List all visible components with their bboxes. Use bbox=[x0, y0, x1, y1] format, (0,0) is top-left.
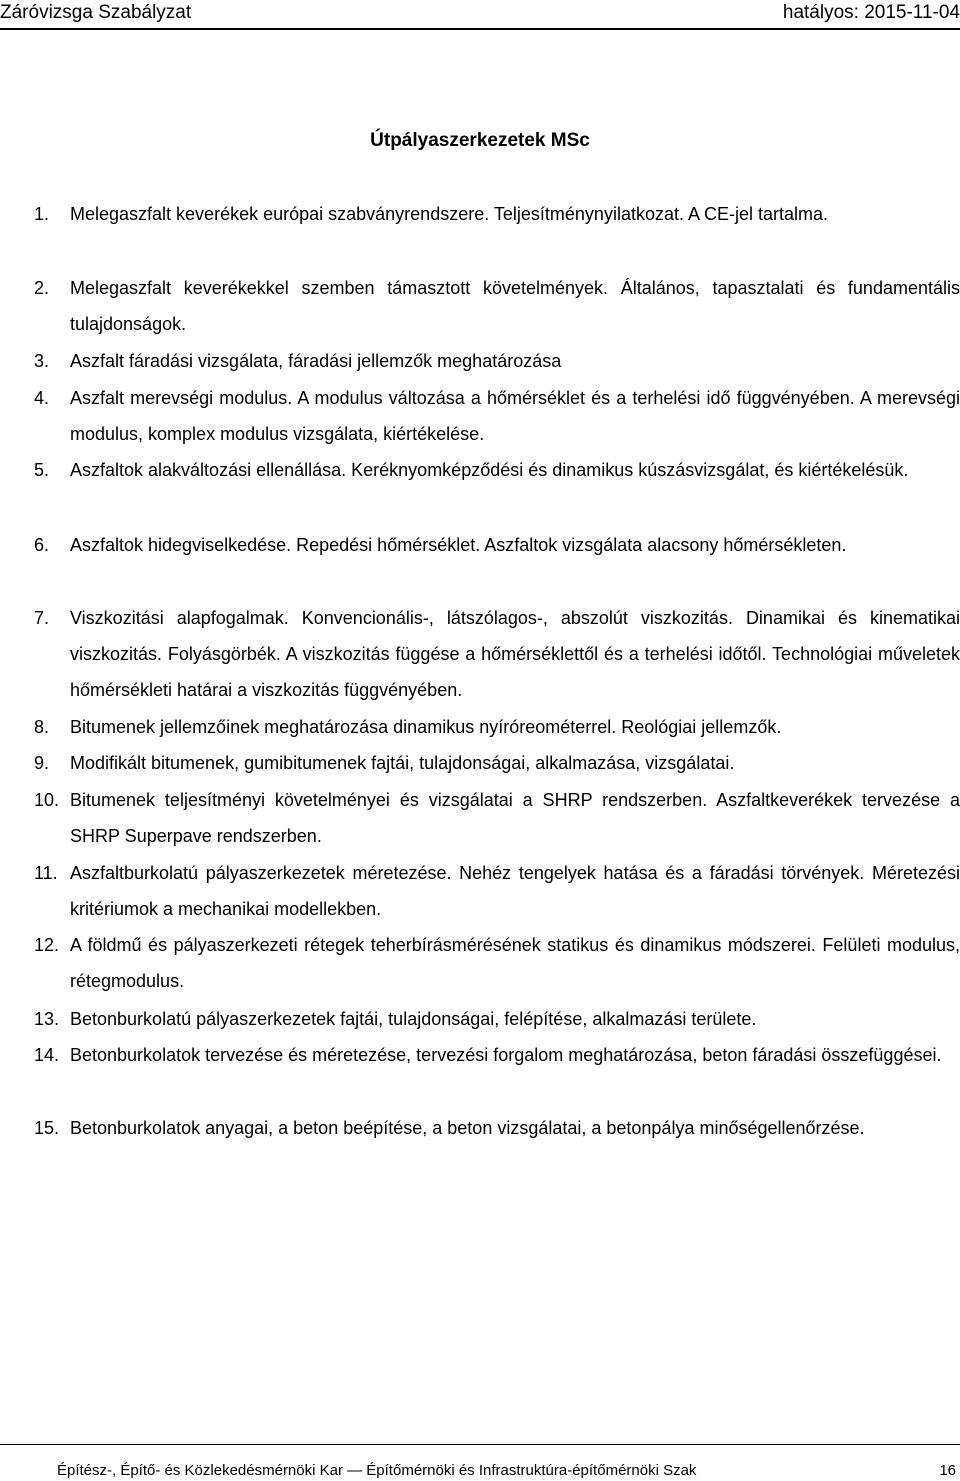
item-text: Betonburkolatú pályaszerkezetek fajtái, tulajdonságai, felépítése, alkalmazási területe. bbox=[70, 1009, 757, 1029]
item-number: 1. bbox=[34, 204, 50, 224]
faculty-program-text: Építész-, Építő- és Közlekedésmérnöki Kar — Építőmérnöki és Infrastruktúra-építőmérnöki Szak bbox=[57, 1462, 697, 1479]
list-item bbox=[34, 1001, 960, 1037]
item-number: 12. bbox=[34, 935, 60, 955]
list-item bbox=[34, 380, 960, 452]
list-item bbox=[34, 270, 960, 342]
list-item bbox=[34, 527, 960, 563]
item-number: 9. bbox=[34, 753, 50, 773]
list-item bbox=[34, 782, 960, 854]
item-text: Viszkozitási alapfogalmak. Konvencionális-, látszólagos-, abszolút viszkozitás. Dinamikai és kinematikai viszkozitás. Folyásgörbék. A viszkozitás függése a hőmérséklettől és a terhelési időtől. Technológiai műveletek hőmérsékleti határai a viszkozitás függvényében. bbox=[70, 608, 960, 700]
item-text: Bitumenek jellemzőinek meghatározása dinamikus nyíróreométerrel. Reológiai jellemzők. bbox=[70, 717, 782, 737]
item-text: A földmű és pályaszerkezeti rétegek teherbírásmérésének statikus és dinamikus módszerei. Felületi modulus, rétegmodulus. bbox=[70, 935, 960, 991]
list-item bbox=[34, 855, 960, 927]
item-text: Modifikált bitumenek, gumibitumenek fajtái, tulajdonságai, alkalmazása, vizsgálatai. bbox=[70, 753, 735, 773]
item-text: Aszfaltok hidegviselkedése. Repedési hőmérséklet. Aszfaltok vizsgálata alacsony hőmérsékleten. bbox=[70, 535, 847, 555]
item-number: 13. bbox=[34, 1009, 60, 1029]
page-footer bbox=[0, 1444, 960, 1481]
item-text: Betonburkolatok tervezése és méretezése, tervezési forgalom meghatározása, beton fáradási összefüggései. bbox=[70, 1045, 942, 1065]
item-number: 11. bbox=[34, 863, 58, 883]
list-item bbox=[34, 196, 960, 232]
item-number: 8. bbox=[34, 717, 50, 737]
item-text: Melegaszfalt keverékek európai szabványrendszere. Teljesítménynyilatkozat. A CE-jel tartalma. bbox=[70, 204, 829, 224]
list-item bbox=[34, 343, 960, 379]
list-item bbox=[34, 927, 960, 999]
item-number: 5. bbox=[34, 460, 50, 480]
item-number: 3. bbox=[34, 351, 50, 371]
item-text: Melegaszfalt keverékekkel szemben támasztott követelmények. Általános, tapasztalati és fundamentális tulajdonságok. bbox=[70, 278, 960, 334]
effective-date: hatályos: 2015-11-04 bbox=[782, 2, 960, 23]
item-text: Betonburkolatok anyagai, a beton beépítése, a beton vizsgálatai, a betonpálya minőségellenőrzése. bbox=[70, 1118, 865, 1138]
item-number: 7. bbox=[34, 608, 50, 628]
item-number: 10. bbox=[34, 790, 60, 810]
item-number: 6. bbox=[34, 535, 50, 555]
list-item bbox=[34, 709, 960, 745]
item-text: Aszfaltburkolatú pályaszerkezetek méretezése. Nehéz tengelyek hatása és a fáradási törvények. Méretezési kritériumok a mechanikai modellekben. bbox=[70, 863, 960, 919]
item-number: 2. bbox=[34, 278, 50, 298]
item-number: 14. bbox=[34, 1045, 60, 1065]
item-number: 15. bbox=[34, 1118, 60, 1138]
list-item bbox=[34, 1110, 960, 1146]
list-item bbox=[34, 600, 960, 708]
page-title: Útpályaszerkezetek MSc bbox=[370, 130, 590, 151]
list-item bbox=[34, 745, 960, 781]
item-number: 4. bbox=[34, 388, 50, 408]
item-text: Aszfalt merevségi modulus. A modulus változása a hőmérséklet és a terhelési idő függvényében. A merevségi modulus, komplex modulus vizsgálata, kiértékelése. bbox=[70, 388, 960, 444]
item-text: Aszfaltok alakváltozási ellenállása. Keréknyomképződési és dinamikus kúszásvizsgálat, és kiértékelésük. bbox=[70, 460, 909, 480]
page-number: 16 bbox=[939, 1462, 956, 1479]
list-item bbox=[34, 1037, 960, 1073]
list-item bbox=[34, 452, 960, 488]
item-text: Aszfalt fáradási vizsgálata, fáradási jellemzők meghatározása bbox=[70, 351, 562, 371]
regulation-title: Záróvizsga Szabályzat bbox=[0, 2, 192, 23]
item-text: Bitumenek teljesítményi követelményei és vizsgálatai a SHRP rendszerben. Aszfaltkeverékek tervezése a SHRP Superpave rendszerben. bbox=[70, 790, 960, 846]
